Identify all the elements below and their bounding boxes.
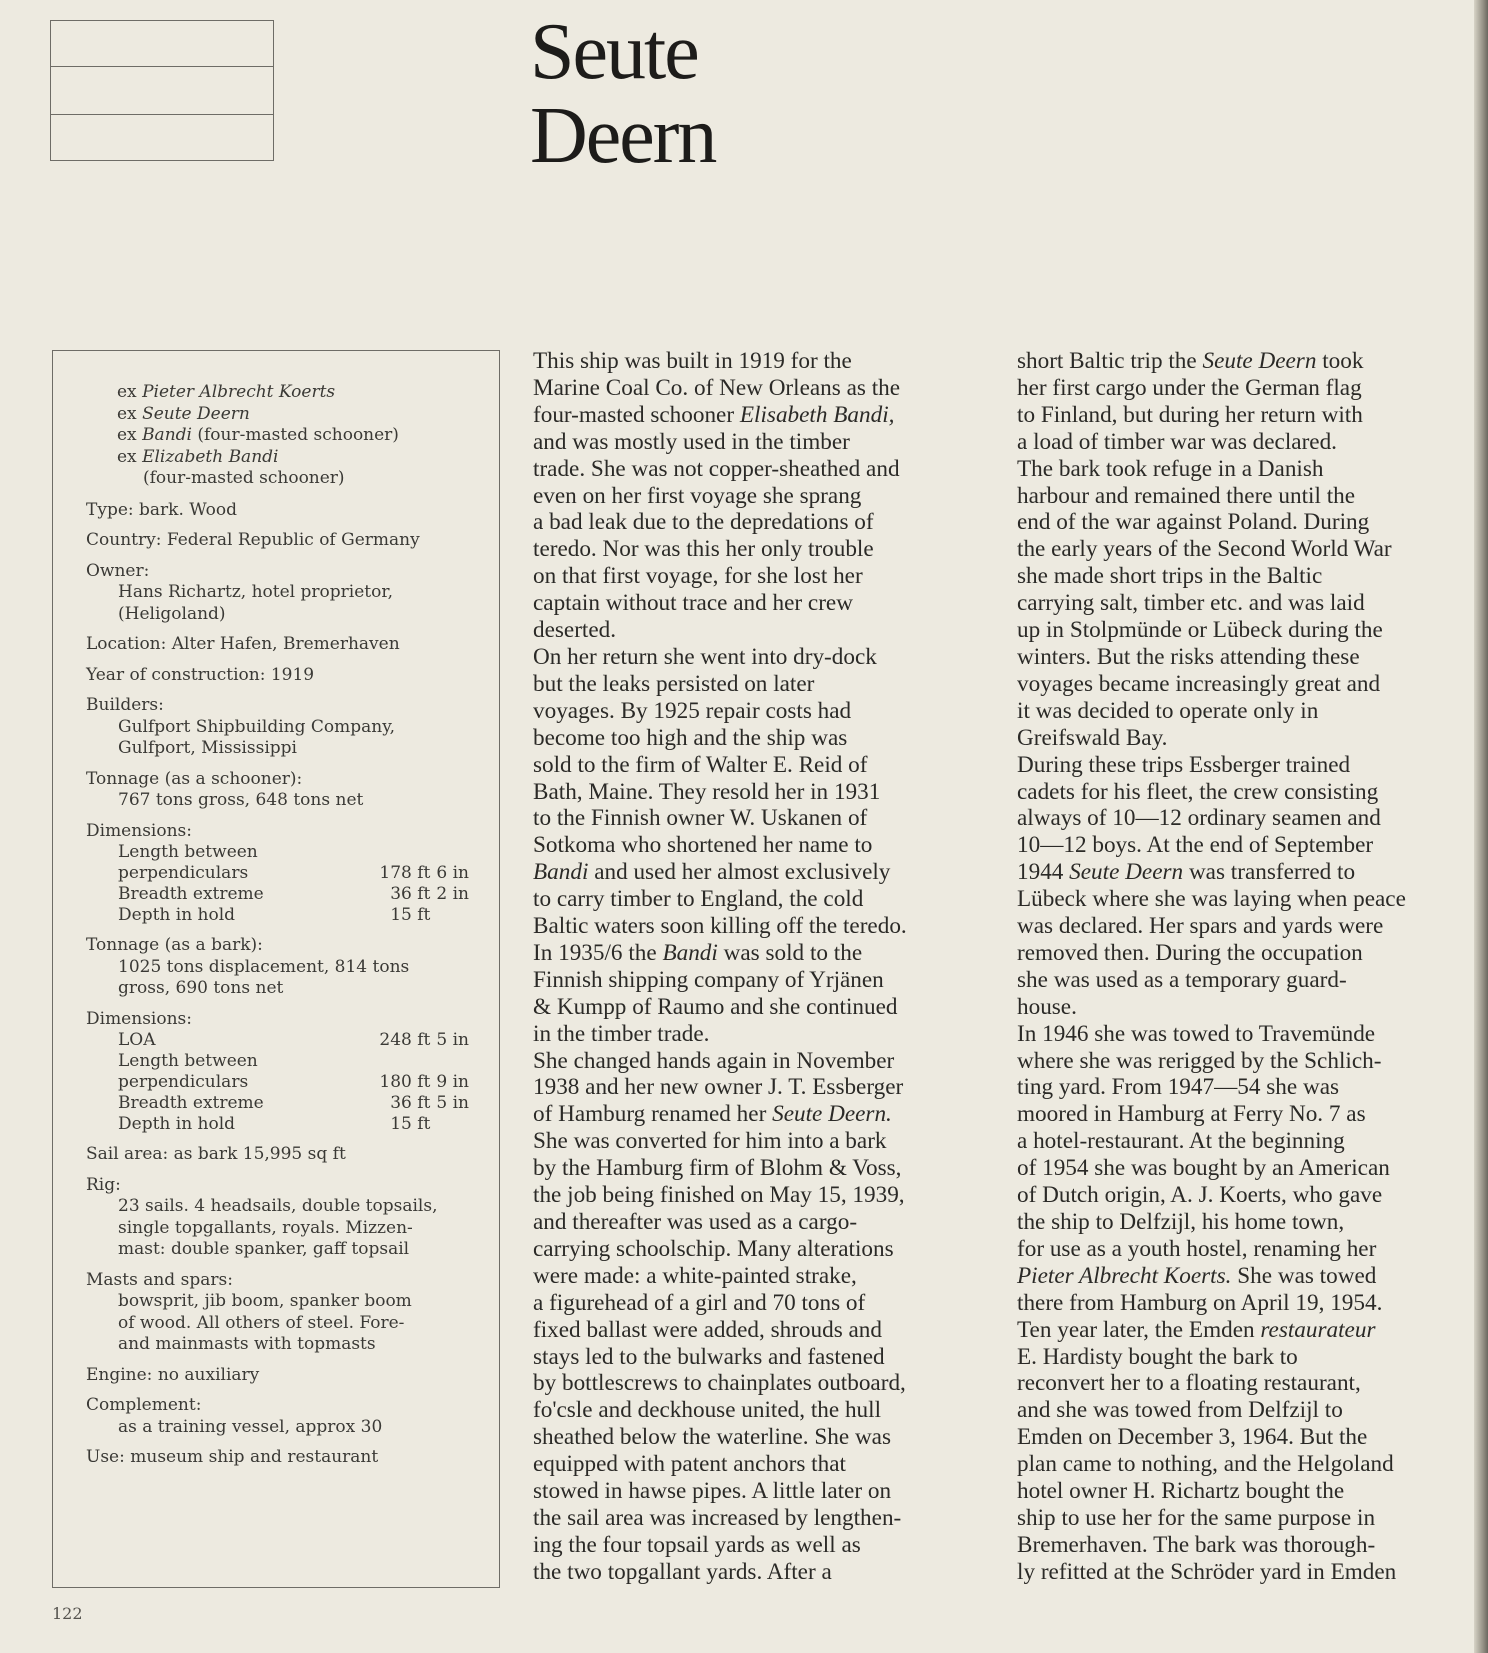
spec-complement: Complement: as a training vessel, approx 30: [86, 1395, 383, 1437]
text-line: 10—12 boys. At the end of September: [1017, 832, 1374, 859]
text-line: the sail area was increased by lengthen-: [533, 1504, 902, 1531]
text-line: She was converted for him into a bark: [533, 1128, 887, 1155]
text-line: always of 10—12 ordinary seamen and: [1017, 805, 1381, 832]
text-line: four-masted schooner Elisabeth Bandi,: [533, 401, 895, 428]
text-line: ing the four topsail yards as well as: [533, 1531, 861, 1558]
text-line: E. Hardisty bought the bark to: [1017, 1343, 1298, 1370]
text-line: trade. She was not copper-sheathed and: [533, 455, 900, 482]
dimension-row: Breadth extreme 36 ft 2 in: [118, 884, 469, 904]
former-name: ex Pieter Albrecht Koerts: [117, 382, 336, 402]
text-line: a bad leak due to the depredations of: [533, 509, 874, 536]
text-line: Baltic waters soon killing off the teredo.: [533, 913, 907, 940]
spec-location: Location: Alter Hafen, Bremerhaven: [86, 634, 400, 654]
dimension-row: perpendiculars 180 ft 9 in: [118, 1072, 469, 1092]
text-line: the two topgallant yards. After a: [533, 1558, 832, 1585]
text-line: Lübeck where she was laying when peace: [1017, 886, 1406, 913]
text-line: Sotkoma who shortened her name to: [533, 832, 873, 859]
spec-builders: Builders: Gulfport Shipbuilding Company, Gulfport, Mississippi: [86, 695, 395, 758]
frame-divider: [51, 114, 273, 115]
spec-dimensions-bark: Dimensions: LOA 248 ft 5 in Length between perpendiculars 180 ft 9 in Breadth extreme 36 ft 5 in Depth in hold 15 ft: [86, 1009, 486, 1136]
text-line: deserted.: [533, 617, 617, 644]
text-line: of Dutch origin, A. J. Koerts, who gave: [1017, 1182, 1383, 1209]
specifications: [86, 382, 486, 1478]
text-line: a hotel-restaurant. At the beginning: [1017, 1128, 1345, 1155]
text-line: moored in Hamburg at Ferry No. 7 as: [1017, 1101, 1366, 1128]
text-line: of Hamburg renamed her Seute Deern.: [533, 1101, 892, 1128]
dimensions-table: [118, 1030, 486, 1135]
paragraph: [1017, 1021, 1462, 1586]
spec-rig: Rig: 23 sails. 4 headsails, double topsails, single topgallants, royals. Mizzen- mast: double spanker, gaff topsail: [86, 1174, 438, 1259]
text-line: end of the war against Poland. During: [1017, 509, 1370, 536]
text-line: were made: a white-painted strake,: [533, 1262, 857, 1289]
text-line: Greifswald Bay.: [1017, 724, 1168, 751]
text-line: Bath, Maine. They resold her in 1931: [533, 778, 881, 805]
text-line: and thereafter was used as a cargo-: [533, 1209, 858, 1235]
title-line: Deern: [530, 92, 716, 180]
text-line: house.: [1017, 993, 1077, 1020]
former-name: ex Bandi (four-masted schooner): [117, 425, 399, 445]
text-line: it was decided to operate only in: [1017, 697, 1319, 724]
text-line: teredo. Nor was this her only trouble: [533, 536, 874, 563]
text-line: winters. But the risks attending these: [1017, 643, 1360, 670]
text-line: equipped with patent anchors that: [533, 1451, 846, 1478]
text-line: In 1946 she was towed to Travemünde: [1017, 1020, 1376, 1047]
paragraph: [533, 1048, 978, 1586]
paragraph: [533, 644, 978, 1048]
paragraph: [1017, 348, 1462, 752]
spec-tonnage-bark: Tonnage (as a bark): 1025 tons displacement, 814 tons gross, 690 tons net: [86, 935, 410, 998]
former-names-list: [86, 382, 486, 490]
dimension-row: perpendiculars 178 ft 6 in: [118, 863, 469, 883]
text-line: Finnish shipping company of Yrjänen: [533, 966, 884, 993]
text-line: Emden on December 3, 1964. But the: [1017, 1424, 1368, 1451]
text-line: she was used as a temporary guard-: [1017, 966, 1347, 993]
spec-dimensions-schooner: Dimensions: Length between perpendiculars 178 ft 6 in Breadth extreme 36 ft 2 in Depth in hold 15 ft: [86, 821, 486, 927]
spec-tonnage-schooner: Tonnage (as a schooner): 767 tons gross, 648 tons net: [86, 768, 364, 810]
text-line: hotel owner H. Richartz bought the: [1017, 1478, 1345, 1505]
text-line: carrying schoolschip. Many alterations: [533, 1235, 894, 1262]
text-line: sold to the firm of Walter E. Reid of: [533, 751, 868, 778]
paragraph: [1017, 752, 1462, 1021]
title-line: Seute: [530, 8, 698, 96]
text-line: This ship was built in 1919 for the: [533, 348, 852, 374]
text-line: up in Stolpmünde or Lübeck during the: [1017, 617, 1383, 644]
text-line: by the Hamburg firm of Blohm & Voss,: [533, 1155, 902, 1182]
text-line: the ship to Delfzijl, his home town,: [1017, 1209, 1345, 1235]
spec-engine: Engine: no auxiliary: [86, 1364, 260, 1385]
text-line: to the Finnish owner W. Uskanen of: [533, 805, 868, 832]
text-line: reconvert her to a floating restaurant,: [1017, 1370, 1361, 1397]
text-line: sheathed below the waterline. She was: [533, 1424, 892, 1451]
paragraph: [533, 348, 978, 644]
text-line: to carry timber to England, the cold: [533, 886, 864, 913]
former-name: ex Elizabeth Bandi (four-masted schooner): [117, 446, 345, 488]
text-line: even on her first voyage she sprang: [533, 482, 862, 509]
text-line: there from Hamburg on April 19, 1954.: [1017, 1289, 1383, 1316]
text-line: by bottlescrews to chainplates outboard,: [533, 1370, 906, 1397]
body-column-2: [1017, 348, 1462, 1586]
text-line: the early years of the Second World War: [1017, 536, 1392, 563]
dimensions-table: [118, 842, 486, 926]
text-line: 1938 and her new owner J. T. Essberger: [533, 1074, 904, 1101]
text-line: of 1954 she was bought by an American: [1017, 1155, 1390, 1182]
text-line: voyages became increasingly great and: [1017, 670, 1381, 697]
spec-use: Use: museum ship and restaurant: [86, 1447, 379, 1467]
frame-divider: [51, 66, 273, 67]
text-line: Pieter Albrecht Koerts. She was towed: [1017, 1262, 1377, 1289]
text-line: removed then. During the occupation: [1017, 939, 1363, 966]
text-line: stowed in hawse pipes. A little later on: [533, 1478, 892, 1505]
text-line: voyages. By 1925 repair costs had: [533, 697, 852, 724]
dimension-row: LOA 248 ft 5 in: [118, 1030, 469, 1050]
text-line: short Baltic trip the Seute Deern took: [1017, 348, 1364, 374]
dimension-row: Depth in hold 15 ft: [118, 1114, 431, 1134]
text-line: carrying salt, timber etc. and was laid: [1017, 590, 1365, 617]
text-line: her first cargo under the German flag: [1017, 374, 1362, 401]
dimension-row: Length between: [118, 1051, 258, 1071]
dimension-row: Depth in hold 15 ft: [118, 905, 431, 925]
spec-masts: Masts and spars: bowsprit, jib boom, spanker boom of wood. All others of steel. Fore- and mainmasts with topmasts: [86, 1269, 412, 1354]
spec-sail-area: Sail area: as bark 15,995 sq ft: [86, 1144, 346, 1164]
spec-country: Country: Federal Republic of Germany: [86, 530, 420, 550]
body-column-1: [533, 348, 978, 1586]
text-line: and she was towed from Delfzijl to: [1017, 1397, 1343, 1424]
text-line: was declared. Her spars and yards were: [1017, 913, 1384, 940]
text-line: harbour and remained there until the: [1017, 482, 1356, 509]
spec-type: Type: bark. Wood: [86, 499, 237, 520]
text-line: a figurehead of a girl and 70 tons of: [533, 1289, 866, 1316]
text-line: on that first voyage, for she lost her: [533, 563, 863, 590]
text-line: the job being finished on May 15, 1939,: [533, 1182, 905, 1209]
text-line: Bandi and used her almost exclusively: [533, 859, 891, 886]
text-line: in the timber trade.: [533, 1020, 710, 1047]
text-line: for use as a youth hostel, renaming her: [1017, 1235, 1377, 1262]
spec-owner: Owner: Hans Richartz, hotel proprietor, (Heligoland): [86, 560, 393, 624]
text-line: The bark took refuge in a Danish: [1017, 455, 1324, 482]
text-line: to Finland, but during her return with: [1017, 401, 1363, 428]
text-line: Bremerhaven. The bark was thorough-: [1017, 1531, 1376, 1558]
text-line: Ten year later, the Emden restaurateur: [1017, 1316, 1376, 1343]
text-line: and was mostly used in the timber: [533, 428, 850, 455]
text-line: she made short trips in the Baltic: [1017, 563, 1323, 590]
text-line: Marine Coal Co. of New Orleans as the: [533, 374, 901, 401]
title-frame: [50, 20, 274, 161]
text-line: cadets for his fleet, the crew consisting: [1017, 778, 1379, 805]
text-line: become too high and the ship was: [533, 724, 848, 751]
text-line: 1944 Seute Deern was transferred to: [1017, 859, 1356, 886]
text-line: a load of timber war was declared.: [1017, 428, 1337, 455]
dimension-row: Length between: [118, 842, 258, 862]
text-line: ting yard. From 1947—54 she was: [1017, 1074, 1340, 1101]
page-edge-shadow: [1474, 0, 1488, 1653]
text-line: In 1935/6 the Bandi was sold to the: [533, 939, 863, 966]
former-name: ex Seute Deern: [117, 403, 250, 424]
text-line: During these trips Essberger trained: [1017, 751, 1351, 778]
text-line: ship to use her for the same purpose in: [1017, 1504, 1376, 1531]
page-number: 122: [52, 1604, 83, 1623]
dimension-row: Breadth extreme 36 ft 5 in: [118, 1093, 469, 1113]
text-line: captain without trace and her crew: [533, 590, 853, 617]
text-line: stays led to the bulwarks and fastened: [533, 1343, 885, 1370]
page-title: [530, 10, 715, 178]
text-line: but the leaks persisted on later: [533, 670, 815, 697]
spec-year: Year of construction: 1919: [86, 664, 315, 685]
text-line: fo'csle and deckhouse united, the hull: [533, 1397, 882, 1424]
text-line: She changed hands again in November: [533, 1047, 895, 1074]
text-line: plan came to nothing, and the Helgoland: [1017, 1451, 1394, 1478]
text-line: fixed ballast were added, shrouds and: [533, 1316, 882, 1343]
text-line: where she was rerigged by the Schlich-: [1017, 1047, 1382, 1074]
text-line: On her return she went into dry-dock: [533, 643, 877, 670]
text-line: & Kumpp of Raumo and she continued: [533, 993, 898, 1020]
text-line: ly refitted at the Schröder yard in Emden: [1017, 1558, 1397, 1585]
